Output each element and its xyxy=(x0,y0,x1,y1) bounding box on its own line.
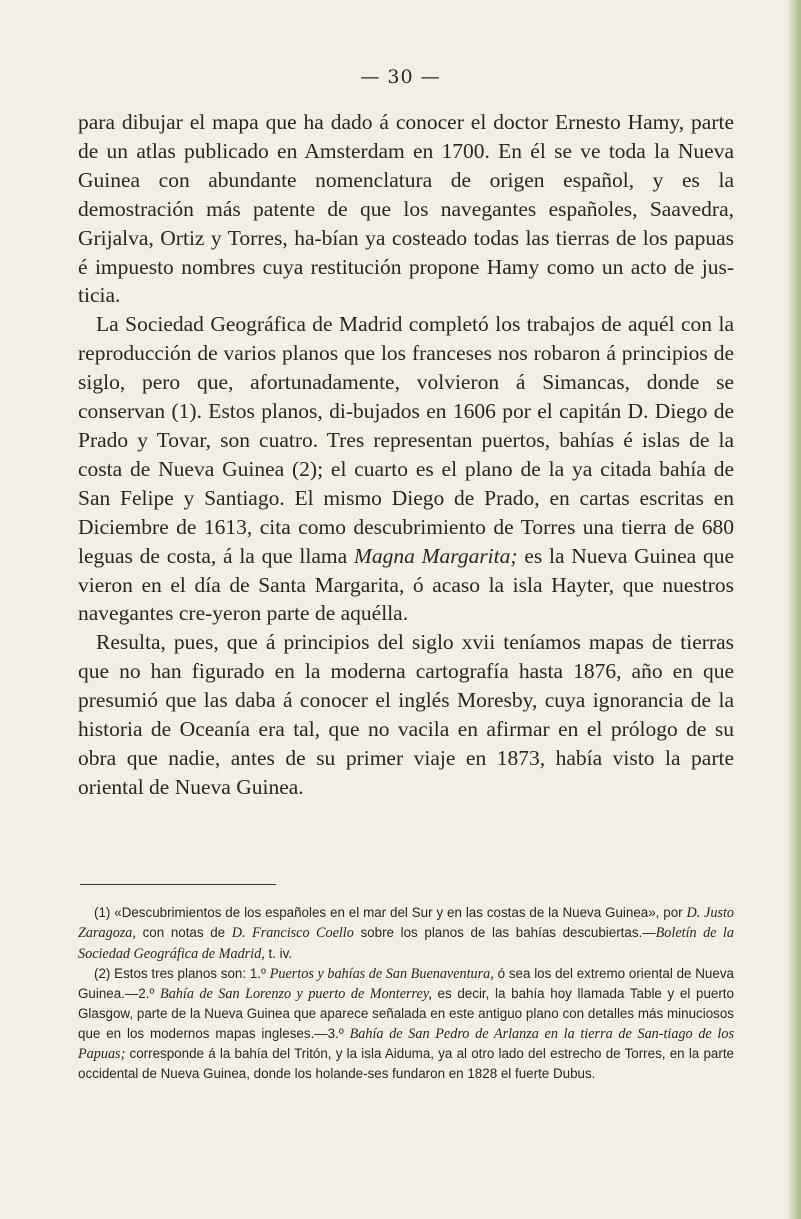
paragraph-3: Resulta, pues, que á principios del siglo xvii teníamos mapas de tierras que no han figurado en la moderna cartografía hasta 1876, año en que presumió que las daba á conocer el inglés Moresby, cuya ignorancia de la historia de Oceanía era tal, que no vacila en afirmar en el prólogo de su obra que nadie, antes de su primer viaje en 1873, había visto la parte oriental de Nueva Guinea. xyxy=(78,630,734,799)
footnote-1-italic-2: D. Francisco Coello xyxy=(231,925,354,942)
footnotes xyxy=(78,903,734,1084)
footnote-2-italic-2: Bahía de San Lorenzo y puerto de Monterrey, xyxy=(160,986,432,1003)
footnote-2-italic-3: Bahía de San Pedro de Arlanza en la tierra de San-tiago de los Papuas; xyxy=(78,1025,734,1063)
footnote-1-italic-3: Boletín de la Sociedad Geográfica de Madrid, xyxy=(78,925,734,962)
page-edge xyxy=(787,0,801,1219)
footnote-rule xyxy=(80,884,276,885)
footnote-2-text-c: es decir, la bahía hoy llamada Table y el puerto Glasgow, parte de la Nueva Guinea que aparece señalada en este antiguo plano con detalles más minuciosos que en los modernos mapas ingleses.—3.º xyxy=(78,986,734,1041)
footnote-1 xyxy=(78,903,734,964)
footnote-1-text-c: sobre los planos de las bahías descubiertas.— xyxy=(360,925,656,941)
footnote-1-text-b: con notas de xyxy=(142,925,226,941)
footnote-2-text-a: (2) Estos tres planos son: 1.º xyxy=(94,965,266,981)
footnote-2-text-d: corresponde á la bahía del Tritón, y la isla Aiduma, ya al otro lado del estrecho de Torres, en la parte occidental de Nueva Guinea, donde los holande-ses fundaron en 1828 el fuerte Dubus. xyxy=(78,1046,734,1082)
main-text xyxy=(78,108,734,802)
paragraph-2-italic: Magna Margarita; xyxy=(353,543,518,568)
footnote-2 xyxy=(78,964,734,1084)
paragraph-1: para dibujar el mapa que ha dado á conocer el doctor Ernesto Hamy, parte de un atlas publicado en Amsterdam en 1700. En él se ve toda la Nueva Guinea con abundante nomenclatura de origen español, y es la demostración más patente de que los navegantes españoles, Saavedra, Grijalva, Ortiz y Torres, ha-bían ya costeado todas las tierras de los papuas é impuesto nombres cuya restitución propone Hamy como un acto de jus-ticia. xyxy=(78,110,734,308)
footnote-2-text-b: ó sea los del extremo oriental de Nueva Guinea.—2.º xyxy=(78,965,734,1002)
paragraph-2 xyxy=(78,310,734,628)
footnote-1-text-a: (1) «Descubrimientos de los españoles en el mar del Sur y en las costas de la Nueva Guinea», por xyxy=(94,905,683,920)
paragraph-2-text-after: es la Nueva Guinea que vieron en el día de Santa Margarita, ó acaso la isla Hayter, que nuestros navegantes cre-yeron parte de aquélla. xyxy=(78,543,734,626)
footnote-1-text-d: t. iv. xyxy=(268,945,293,961)
page-number: — 30 — xyxy=(360,66,441,88)
footnote-2-italic-1: Puertos y bahías de San Buenaventura, xyxy=(269,965,494,982)
footnote-1-italic-1: D. Justo Zaragoza, xyxy=(78,905,734,942)
paragraph-2-text: La Sociedad Geográfica de Madrid completó los trabajos de aquél con la reproducción de varios planos que los franceses nos robaron á principios de siglo, pero que, afortunadamente, volvieron á Simancas, donde se conservan (1). Estos planos, di-bujados en 1606 por el capitán D. Diego de Prado y Tovar, son cuatro. Tres representan puertos, bahías é islas de la costa de Nueva Guinea (2); el cuarto es el plano de la ya citada bahía de San Felipe y Santiago. El mismo Diego de Prado, en cartas escritas en Diciembre de 1613, cita como descubrimiento de Torres una tierra de 680 leguas de costa, á la que llama xyxy=(78,312,734,568)
